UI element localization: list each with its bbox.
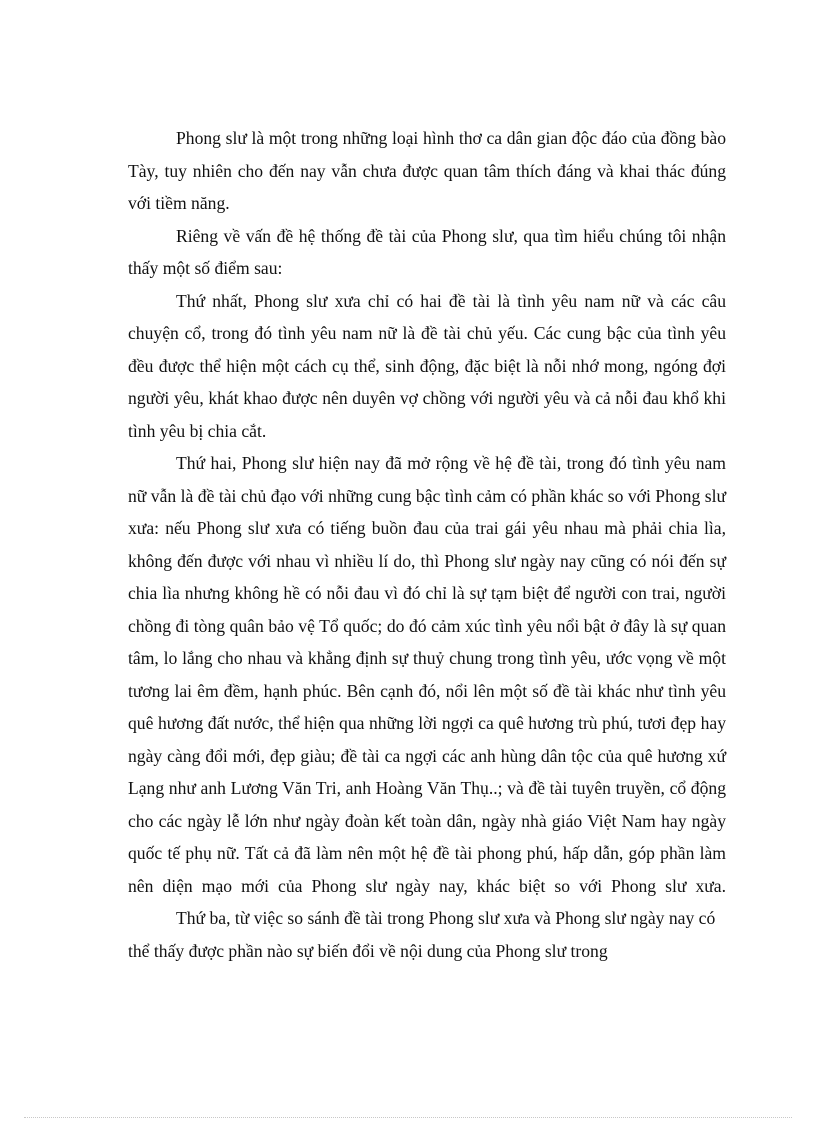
paragraph-topic-system: Riêng về vấn đề hệ thống đề tài của Phong slư, qua tìm hiểu chúng tôi nhận thấy một số điểm sau: (128, 225, 726, 278)
page-bottom-divider (24, 1117, 792, 1118)
paragraph-second-point: Thứ hai, Phong slư hiện nay đã mở rộng về hệ đề tài, trong đó tình yêu nam nữ vẫn là đề tài chủ đạo với những cung bậc tình cảm có phần khác so với Phong slư xưa: nếu Phong slư xưa có tiếng buồn đau của trai gái yêu nhau mà phải chia lìa, không đến được với nhau vì nhiều lí do, thì Phong slư ngày nay cũng có nói đến sự chia lìa nhưng không hề có nỗi đau vì đó chỉ là sự tạm biệt để người con trai, người chồng đi tòng quân bảo vệ Tổ quốc; do đó cảm xúc tình yêu nổi bật ở đây là sự quan tâm, lo lắng cho nhau và khẳng định sự thuỷ chung trong tình yêu, ước vọng về một tương lai êm đềm, hạnh phúc. Bên cạnh đó, nổi lên một số đề tài khác như tình yêu quê hương đất nước, thể hiện qua những lời ngợi ca quê hương trù phú, tươi đẹp hay ngày càng đổi mới, đẹp giàu; đề tài ca ngợi các anh hùng dân tộc của quê hương xứ Lạng như anh Lương Văn Tri, anh Hoàng Văn Thụ..; và đề tài tuyên truyền, cổ động cho các ngày lễ lớn như ngày đoàn kết toàn dân, ngày nhà giáo Việt Nam hay ngày quốc tế phụ nữ. Tất cả đã làm nên một hệ đề tài phong phú, hấp dẫn, góp phần làm nên diện mạo mới của Phong slư ngày nay, khác biệt so với Phong slư xưa. (128, 453, 726, 896)
body-text (128, 122, 726, 967)
paragraph-intro: Phong slư là một trong những loại hình thơ ca dân gian độc đáo của đồng bào Tày, tuy nhiên cho đến nay vẫn chưa được quan tâm thích đáng và khai thác đúng với tiềm năng. (128, 128, 726, 213)
paragraph-third-point: Thứ ba, từ việc so sánh đề tài trong Phong slư xưa và Phong slư ngày nay có thể thấy được phần nào sự biến đổi về nội dung của Phong slư trong (128, 908, 716, 961)
paragraph-first-point: Thứ nhất, Phong slư xưa chỉ có hai đề tài là tình yêu nam nữ và các câu chuyện cổ, trong đó tình yêu nam nữ là đề tài chủ yếu. Các cung bậc của tình yêu đều được thể hiện một cách cụ thể, sinh động, đặc biệt là nỗi nhớ mong, ngóng đợi người yêu, khát khao được nên duyên vợ chồng với người yêu và cả nỗi đau khổ khi tình yêu bị chia cắt. (128, 290, 726, 441)
